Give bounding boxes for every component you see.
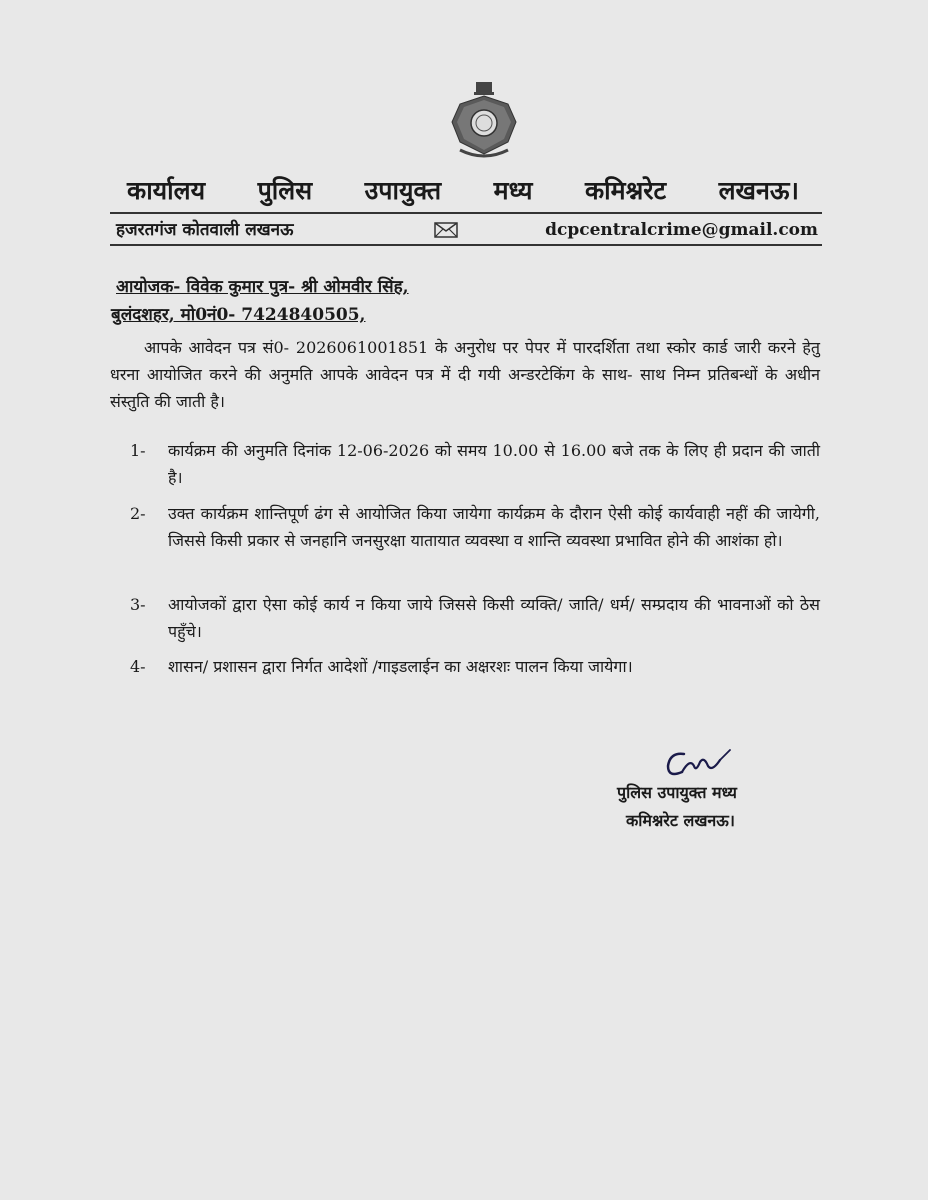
condition-text: शासन/ प्रशासन द्वारा निर्गत आदेशों /गाइडलाईन का अक्षरशः पालन किया जायेगा। xyxy=(168,657,633,676)
title-word: मध्य xyxy=(493,176,533,205)
addressee-line-1: आयोजक- विवेक कुमार पुत्र- श्री ओमवीर सिंह, xyxy=(116,277,409,297)
envelope-icon xyxy=(434,222,458,238)
condition-text: कार्यक्रम की अनुमति दिनांक 12-06-2026 को समय 10.00 से 16.00 बजे तक के लिए ही प्रदान की जाती है। xyxy=(168,441,820,487)
header-rule-top xyxy=(110,212,822,214)
condition-number: 3- xyxy=(130,595,146,614)
condition-text: आयोजकों द्वारा ऐसा कोई कार्य न किया जाये जिससे किसी व्यक्ति/ जाति/ धर्म/ सम्प्रदाय की भावनाओं को ठेस पहुँचे। xyxy=(168,595,820,641)
title-word: पुलिस xyxy=(257,176,313,205)
addressee-line-2: बुलंदशहर, मो0नं0- 7424840505, xyxy=(111,305,366,325)
condition-number: 2- xyxy=(130,504,146,523)
signatory-office: कमिश्नरेट लखनऊ। xyxy=(626,811,735,830)
email-address[interactable]: dcpcentralcrime@gmail.com xyxy=(545,220,818,240)
contact-line xyxy=(116,216,818,244)
title-word: कमिश्नरेट xyxy=(584,176,667,205)
title-word: कार्यालय xyxy=(127,176,206,205)
condition-number: 4- xyxy=(130,657,146,676)
condition-text: उक्त कार्यक्रम शान्तिपूर्ण ढंग से आयोजित किया जायेगा कार्यक्रम के दौरान ऐसी कोई कार्यवाही नहीं की जायेगी, जिससे किसी प्रकार से जनहानि जनसुरक्षा यातायात व्यवस्था व शान्ति व्यवस्था प्रभावित होने की आशंका हो। xyxy=(168,504,820,550)
header-rule-bottom xyxy=(110,244,822,246)
body-paragraph: आपके आवेदन पत्र सं0- 2026061001851 के अनुरोध पर पेपर में पारदर्शिता तथा स्कोर कार्ड जारी करने हेतु धरना आयोजित करने की अनुमति आपके आवेदन पत्र में दी गयी अन्डरटेकिंग के साथ- साथ निम्न प्रतिबन्धों के अधीन संस्तुति की जाती है। xyxy=(110,338,820,411)
police-emblem-icon xyxy=(446,80,522,162)
office-location: हजरतगंज कोतवाली लखनऊ xyxy=(116,220,294,240)
title-word: उपायुक्त xyxy=(364,176,442,205)
title-word: लखनऊ। xyxy=(718,176,799,205)
office-title xyxy=(127,174,799,208)
condition-number: 1- xyxy=(130,441,146,460)
handwritten-signature xyxy=(660,744,764,784)
signatory-designation: पुलिस उपायुक्त मध्य xyxy=(617,783,737,802)
